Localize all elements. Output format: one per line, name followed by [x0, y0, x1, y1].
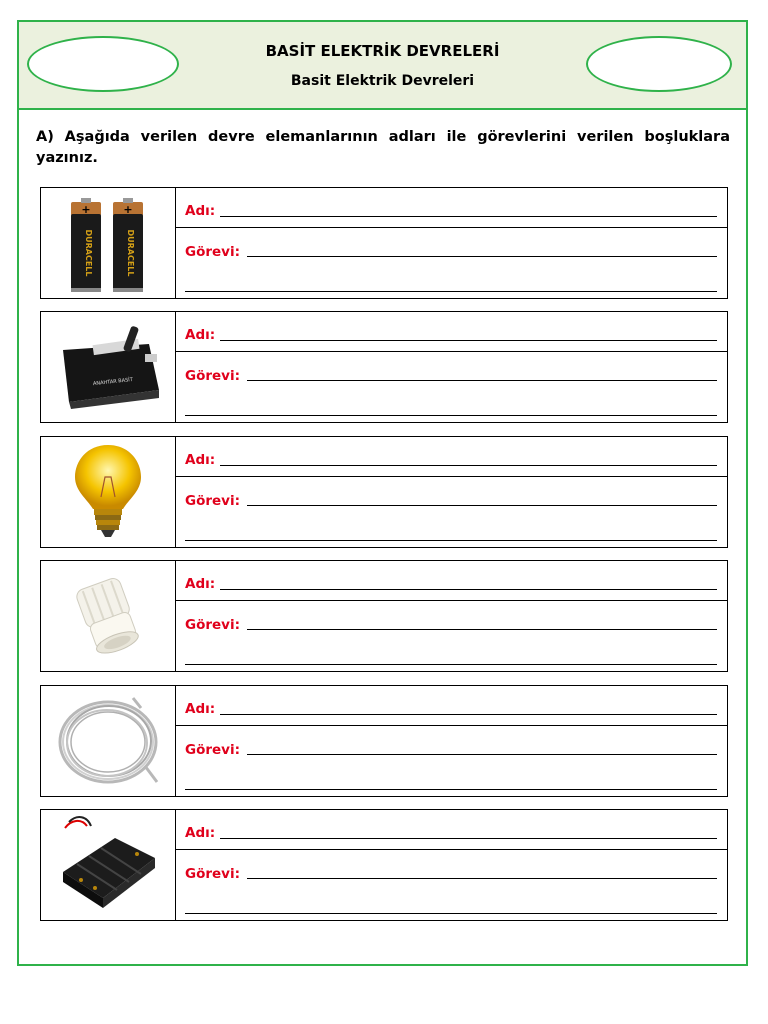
- battery-holder-icon: [41, 810, 176, 922]
- component-row-bulb: [40, 436, 728, 548]
- task-blank-1[interactable]: [247, 754, 717, 755]
- task-blank-2[interactable]: [185, 415, 717, 416]
- task-blank-1[interactable]: [247, 629, 717, 630]
- svg-text:+: +: [81, 203, 91, 216]
- battery-brand-2: DURACELL: [126, 229, 135, 277]
- component-image-cell: [41, 686, 176, 796]
- switch-icon: [41, 312, 176, 424]
- task-blank-2[interactable]: [185, 291, 717, 292]
- component-row-battery: [40, 187, 728, 299]
- task-label: Görevi:: [185, 866, 240, 882]
- name-blank[interactable]: [220, 589, 717, 590]
- component-image-cell: [41, 437, 176, 547]
- page-title: BASİT ELEKTRİK DEVRELERİ: [265, 42, 500, 60]
- task-blank-1[interactable]: [247, 256, 717, 257]
- task-area: [176, 477, 727, 549]
- task-label: Görevi:: [185, 368, 240, 384]
- battery-brand: DURACELL: [84, 229, 93, 277]
- name-line: [176, 561, 727, 601]
- task-label: Görevi:: [185, 244, 240, 260]
- task-blank-1[interactable]: [247, 505, 717, 506]
- name-blank[interactable]: [220, 465, 717, 466]
- task-blank-2[interactable]: [185, 540, 717, 541]
- battery-icon: [41, 188, 176, 300]
- svg-text:+: +: [123, 203, 133, 216]
- component-row-socket: [40, 560, 728, 672]
- task-area: [176, 726, 727, 798]
- task-blank-2[interactable]: [185, 913, 717, 914]
- name-label: Adı:: [185, 452, 216, 468]
- header-band: [19, 22, 746, 110]
- component-row-battery-holder: [40, 809, 728, 921]
- task-label: Görevi:: [185, 617, 240, 633]
- task-blank-2[interactable]: [185, 789, 717, 790]
- name-line: [176, 312, 727, 352]
- name-blank[interactable]: [220, 714, 717, 715]
- light-bulb-icon: [41, 437, 176, 549]
- task-area: [176, 228, 727, 300]
- task-blank-1[interactable]: [247, 878, 717, 879]
- task-area: [176, 601, 727, 673]
- name-label: Adı:: [185, 203, 216, 219]
- task-area: [176, 850, 727, 922]
- name-blank[interactable]: [220, 340, 717, 341]
- component-row-wire: [40, 685, 728, 797]
- component-row-switch: [40, 311, 728, 423]
- name-blank[interactable]: [220, 216, 717, 217]
- component-image-cell: [41, 810, 176, 920]
- bulb-socket-icon: [41, 561, 176, 673]
- name-line: [176, 437, 727, 477]
- switch-label: ANAHTAR BASİT: [92, 376, 134, 388]
- task-blank-1[interactable]: [247, 380, 717, 381]
- task-blank-2[interactable]: [185, 664, 717, 665]
- page-subtitle: Basit Elektrik Devreleri: [290, 73, 475, 89]
- instruction-text: A) Aşağıda verilen devre elemanlarının adları ile görevlerini verilen boşluklara yazınız.: [36, 129, 730, 166]
- name-label: Adı:: [185, 576, 216, 592]
- component-image-cell: [41, 312, 176, 422]
- wire-coil-icon: [41, 686, 176, 798]
- name-label: Adı:: [185, 327, 216, 343]
- name-label: Adı:: [185, 825, 216, 841]
- task-label: Görevi:: [185, 742, 240, 758]
- task-area: [176, 352, 727, 424]
- name-label: Adı:: [185, 701, 216, 717]
- name-line: [176, 188, 727, 228]
- name-blank[interactable]: [220, 838, 717, 839]
- task-label: Görevi:: [185, 493, 240, 509]
- name-line: [176, 810, 727, 850]
- component-image-cell: [41, 188, 176, 298]
- component-image-cell: [41, 561, 176, 671]
- name-line: [176, 686, 727, 726]
